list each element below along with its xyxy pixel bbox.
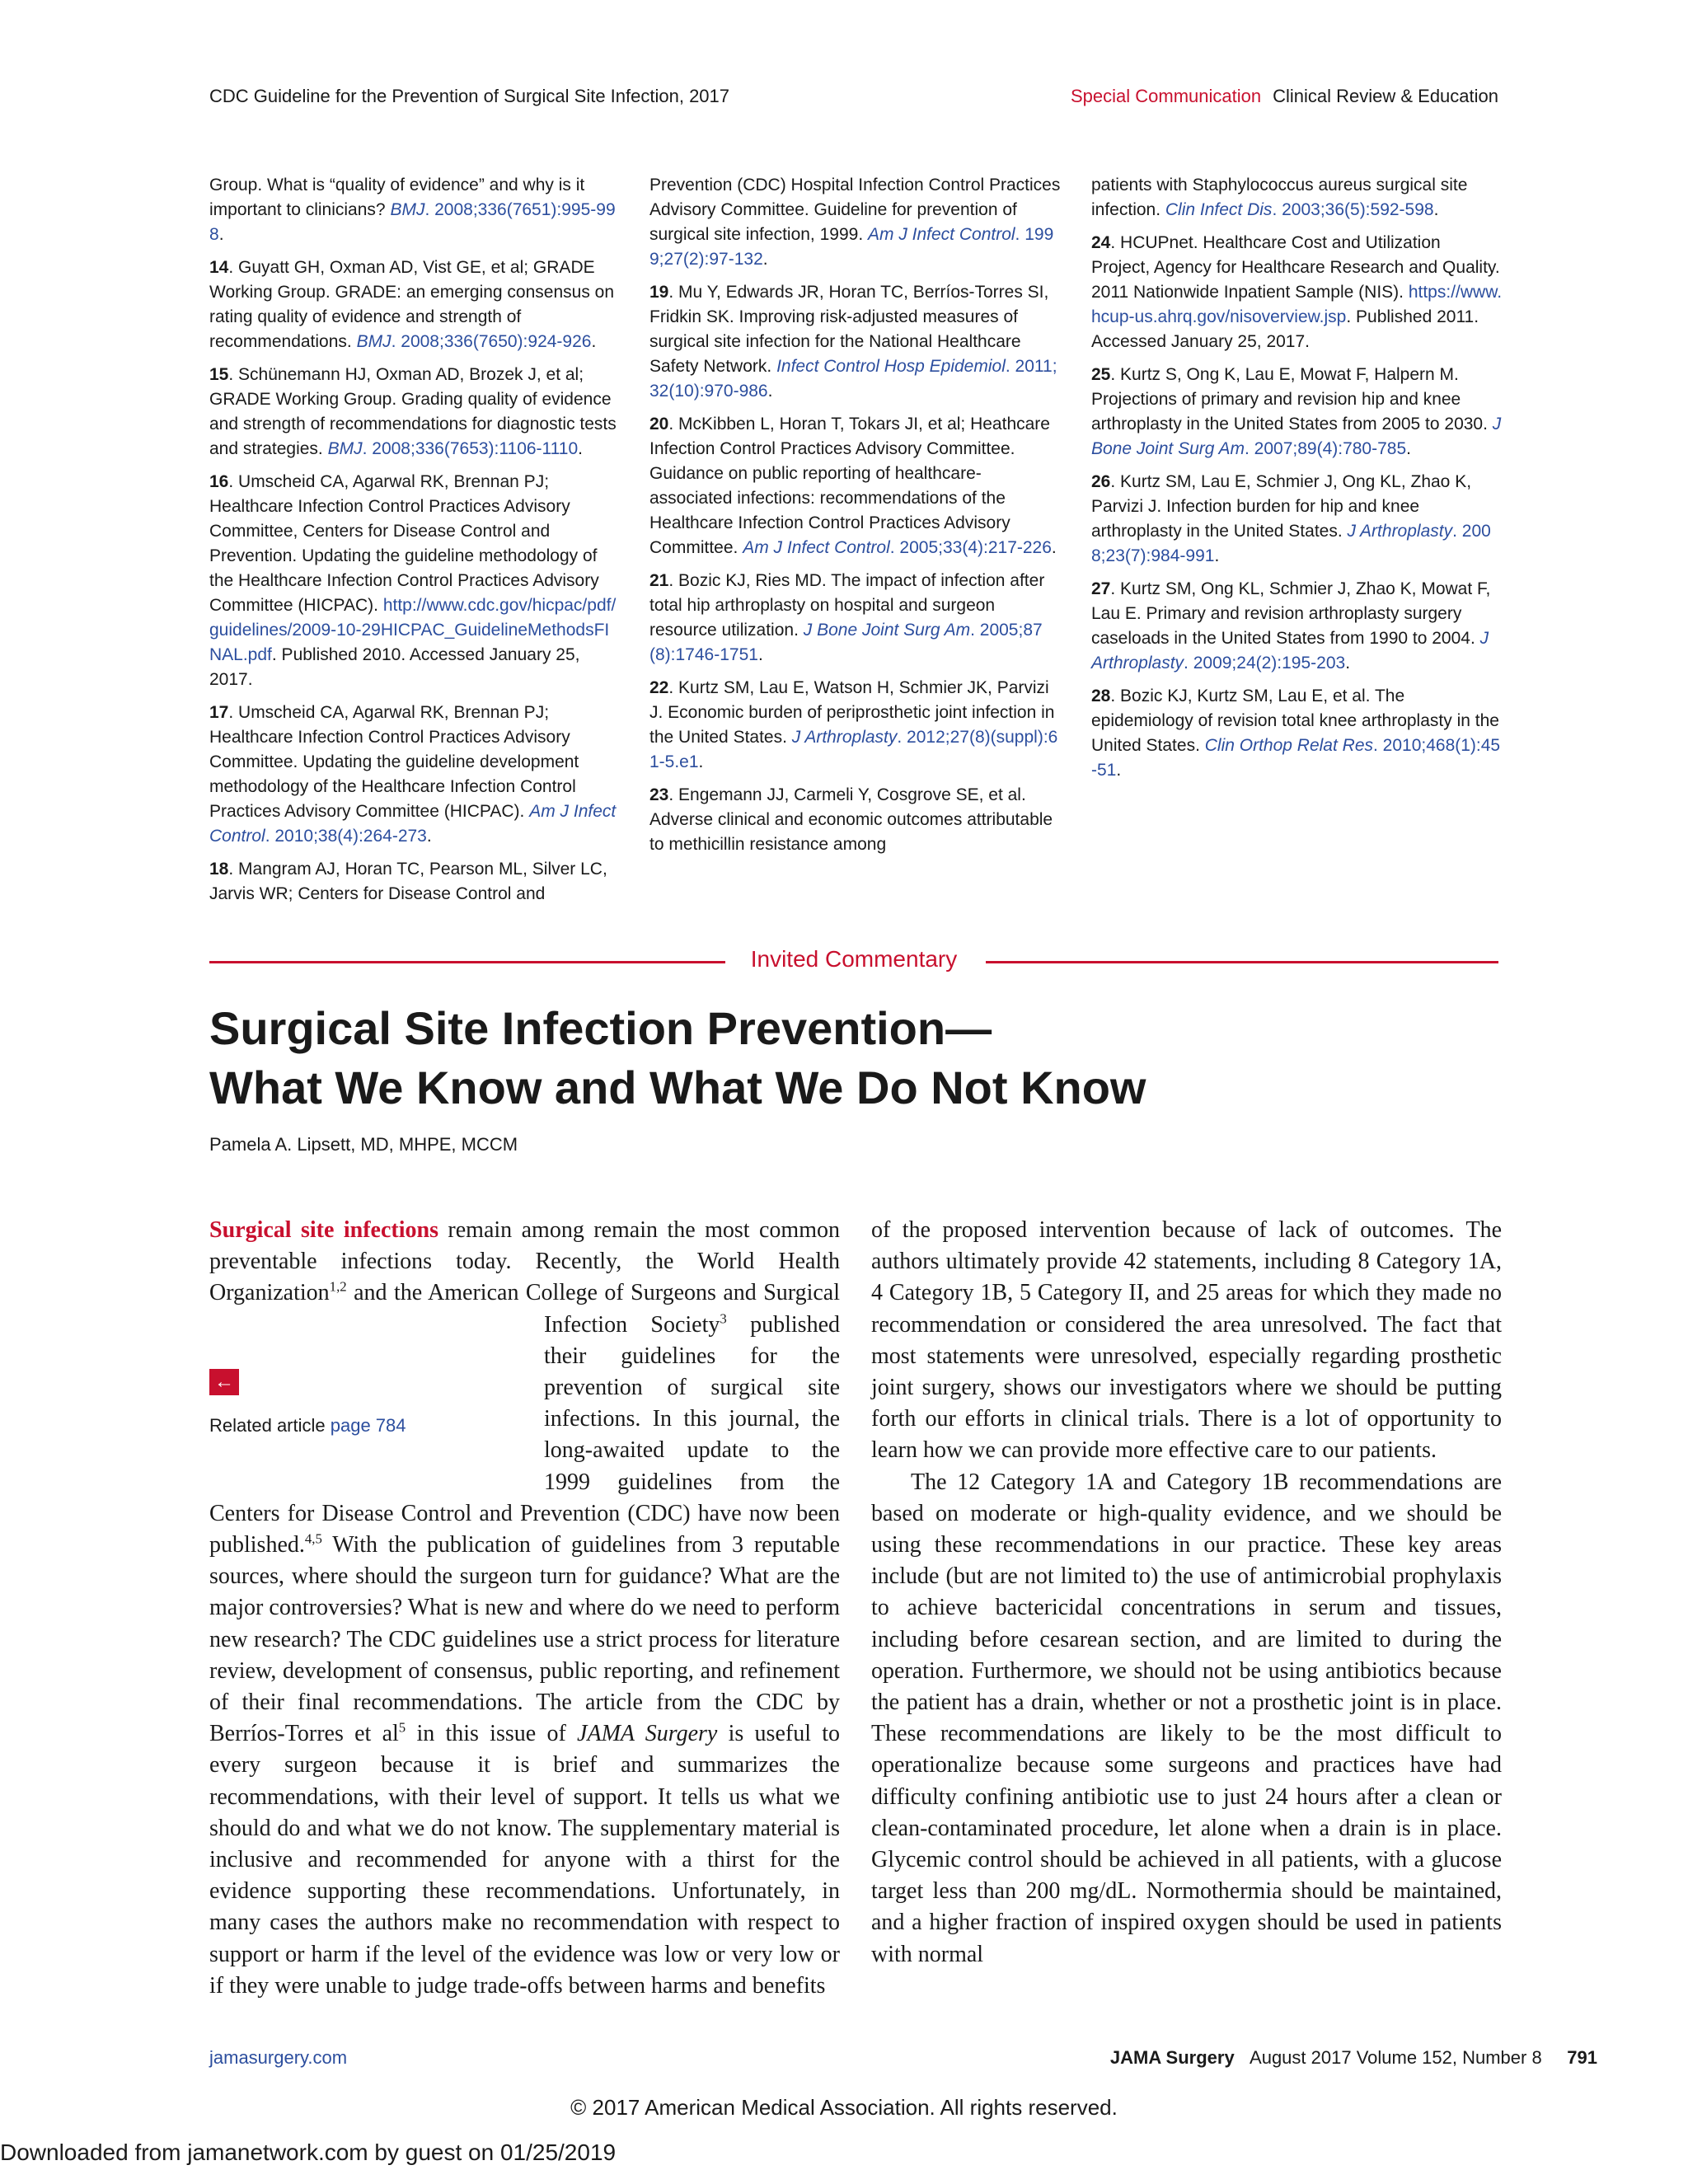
body-text: and the American College of Surgeons and Surgical Infection Society <box>346 1280 840 1338</box>
title-line-1: Surgical Site Infection Prevention— <box>209 1002 992 1054</box>
reference-item <box>209 857 621 907</box>
related-label: Related article <box>209 1414 331 1436</box>
reference-number: 23 <box>649 785 669 804</box>
reference-journal: Am J Infect Control <box>209 802 617 846</box>
paragraph: The 12 Category 1A and Category 1B recommendations are based on moderate or high-quality evidence, and we should be using these recommendations in our practice. These key areas include (but are not limited to) the use of antimicrobial prophylaxis to achieve bactericidal concentrations in serum and tissues, including before cesarean section, and are limited to during the operation. Furthermore, we should not be using antibiotics because the patient has a drain, whether or not a prosthetic joint is in place. These recommendations are likely to be the most difficult to operationalize because some surgeons and practices have had difficulty confining antibiotic use to just 24 hours after a clean or clean-contaminated procedure, let alone when a drain is in place. Glycemic control should be achieved in all patients, with a glucose target less than 200 mg/dL. Normothermia should be maintained, and a higher fraction of inspired oxygen should be used in patients with normal <box>871 1469 1502 1967</box>
reference-item <box>1091 231 1503 354</box>
reference-link[interactable] <box>743 538 1052 557</box>
reference-item <box>209 255 621 354</box>
reference-number: 19 <box>649 283 669 302</box>
reference-citation: http://www.cdc.gov/hicpac/pdf/guidelines/2009-10-29HICPAC_GuidelineMethodsFINAL.pdf <box>209 596 617 664</box>
reference-number: 16 <box>209 472 229 491</box>
journal-section: Clinical Review & Education <box>1273 86 1498 106</box>
lead-in: Surgical site infections <box>209 1217 438 1243</box>
reference-text: . Umscheid CA, Agarwal RK, Brennan PJ; Healthcare Infection Control Practices Advisory Committee, Centers for Disease Control and Prevention. Updating the guideline methodology of the Healthcare Infection Control Practices Advisory Committee (HICPAC). <box>209 472 599 615</box>
reference-tail: . <box>762 250 768 269</box>
reference-item <box>649 173 1062 272</box>
page-footer <box>209 2047 1597 2077</box>
reference-journal: BMJ <box>356 332 392 351</box>
title-line-2: What We Know and What We Do Not Know <box>209 1062 1146 1113</box>
body-text: With the publication of guidelines from 3 reputable sources, where should the surgeon turn for guidance? What are the major controversies? What is new and where do we need to perform new research? The CDC guidelines use a strict process for literature review, development of consensus, public reporting, and refinement of their final recommendations. The article from the CDC by Berríos-Torres et al <box>209 1532 840 1747</box>
journal-title: JAMA Surgery <box>1109 2047 1235 2068</box>
reference-item <box>1091 577 1503 676</box>
reference-tail: . <box>1051 538 1057 557</box>
reference-text: . Bozic KJ, Kurtz SM, Lau E, et al. The epidemiology of revision total knee arthroplasty in the United States. <box>1091 687 1499 755</box>
reference-journal: J Arthroplasty <box>1347 522 1453 541</box>
running-header <box>209 86 1498 119</box>
reference-tail: . <box>1345 654 1351 673</box>
reference-citation: . 2008;336(7651):995-998 <box>209 200 616 244</box>
reference-text: . McKibben L, Horan T, Tokars JI, et al; Heathcare Infection Control Practices Advisory Committee. Guidance on public reporting of healthcare-associated infections: recommendations of the Healthcare Infection Control Practices Advisory Committee. <box>649 415 1050 557</box>
reference-citation: . 2007;89(4):780-785 <box>1245 439 1407 458</box>
reference-text: Group. What is “quality of evidence” and why is it important to clinicians? <box>209 176 585 219</box>
page-number: 791 <box>1567 2047 1597 2068</box>
section-heading <box>1071 86 1498 107</box>
reference-citation: . 2005;87(8):1746-1751 <box>649 621 1043 664</box>
reference-citation: https://www.hcup-us.ahrq.gov/nisoverview.jsp <box>1091 283 1503 326</box>
reference-number: 14 <box>209 258 229 277</box>
author-byline: Pamela A. Lipsett, MD, MHPE, MCCM <box>209 1134 518 1155</box>
body-text: in this issue of <box>406 1721 578 1747</box>
running-title: CDC Guideline for the Prevention of Surgical Site Infection, 2017 <box>209 86 730 106</box>
reference-column-1 <box>209 173 621 915</box>
reference-tail: . <box>757 645 763 664</box>
citation[interactable]: 1,2 <box>329 1279 347 1296</box>
reference-text: . Mangram AJ, Horan TC, Pearson ML, Silver LC, Jarvis WR; Centers for Disease Control and <box>209 860 607 903</box>
reference-journal: BMJ <box>327 439 363 458</box>
reference-number: 21 <box>649 571 669 590</box>
reference-number: 27 <box>1091 579 1111 598</box>
reference-citation: . 2008;336(7653):1106-1110 <box>362 439 579 458</box>
reference-link[interactable] <box>357 332 592 351</box>
reference-citation: . 2008;336(7650):924-926 <box>391 332 592 351</box>
reference-journal: Am J Infect Control <box>743 538 890 557</box>
reference-journal: J Bone Joint Surg Am <box>803 621 971 640</box>
reference-item <box>209 173 621 247</box>
reference-number: 24 <box>1091 233 1111 252</box>
reference-number: 28 <box>1091 687 1111 705</box>
article-type: Special Communication <box>1070 86 1262 106</box>
citation[interactable]: 3 <box>720 1310 727 1327</box>
paragraph <box>209 1215 840 2002</box>
related-article-box <box>206 1341 536 1474</box>
body-column-2 <box>871 1215 1502 1971</box>
reference-tail: . <box>426 827 432 846</box>
reference-number: 22 <box>649 678 669 697</box>
reference-column-2 <box>649 173 1062 865</box>
reference-tail: . <box>1433 200 1439 219</box>
related-article-link[interactable]: page 784 <box>330 1414 406 1436</box>
body-text: is useful to every surgeon because it is brief and summarizes the recommendations, with their level of support. It tells us what we should do and what we do not know. The supplementary material is inclusive and recommended for anyone with a thirst for the evidence supporting these recommendations. Unfortunately, in many cases the authors make no recommendation with respect to support or harm if the level of the evidence was low or very low or if they were unable to judge trade-offs between harms and benefits <box>209 1721 841 1999</box>
reference-item <box>649 676 1062 775</box>
reference-journal: BMJ <box>390 200 425 219</box>
reference-citation: . 2008;23(7):984-991 <box>1091 522 1491 565</box>
reference-tail: . <box>591 332 597 351</box>
reference-item <box>1091 363 1503 462</box>
journal-issue <box>1110 2047 1597 2069</box>
reference-journal: Clin Orthop Relat Res <box>1204 736 1373 755</box>
section-label: Invited Commentary <box>750 946 958 972</box>
reference-item <box>649 412 1062 560</box>
issue-info: August 2017 Volume 152, Number 8 <box>1250 2047 1542 2068</box>
reference-text: . Kurtz SM, Lau E, Schmier J, Ong KL, Zhao K, Parvizi J. Infection burden for hip and knee arthroplasty in the United States. <box>1091 472 1472 541</box>
reference-item <box>1091 173 1503 223</box>
reference-item <box>209 470 621 692</box>
reference-text: . Mu Y, Edwards JR, Horan TC, Berríos-Torres SI, Fridkin SK. Improving risk-adjusted measures of surgical site infection for the National Healthcare Safety Network. <box>649 283 1049 376</box>
paragraph: of the proposed intervention because of lack of outcomes. The authors ultimately provide 42 statements, including 8 Category 1A, 4 Category 1B, 5 Category II, and 25 areas for which they made no recommendation or considered the area unresolved. The fact that most statements were unresolved, especially regarding prosthetic joint surgery, shows our investigators where we should be putting forth our efforts in clinical trials. There is a lot of opportunity to learn how we can provide more effective care to our patients. <box>871 1217 1502 1464</box>
reference-text: . Schünemann HJ, Oxman AD, Brozek J, et al; GRADE Working Group. Grading quality of evidence and strength of recommendations for diagnostic tests and strategies. <box>209 365 617 458</box>
reference-citation: . 2009;24(2):195-203 <box>1184 654 1346 673</box>
citation[interactable]: 4,5 <box>304 1530 322 1547</box>
reference-item <box>649 783 1062 857</box>
copyright-notice: © 2017 American Medical Association. All rights reserved. <box>570 2095 1118 2120</box>
reference-citation: . 2012;27(8)(suppl):61-5.e1 <box>649 728 1058 771</box>
reference-text: . Kurtz S, Ong K, Lau E, Mowat F, Halpern M. Projections of primary and revision hip and knee arthroplasty in the United States from 2005 to 2030. <box>1091 365 1493 434</box>
reference-citation: . 2011;32(10):970-986 <box>649 357 1057 401</box>
reference-text: patients with Staphylococcus aureus surgical site infection. <box>1091 176 1468 219</box>
body-column-1 <box>209 1215 840 2002</box>
reference-citation: . 1999;27(2):97-132 <box>649 225 1054 269</box>
reference-tail: . <box>1116 761 1122 780</box>
reference-link[interactable] <box>1165 200 1434 219</box>
reference-link[interactable] <box>328 439 579 458</box>
reference-item <box>209 701 621 849</box>
reference-journal: J Arthroplasty <box>791 728 898 747</box>
journal-website-link[interactable]: jamasurgery.com <box>209 2047 348 2068</box>
reference-text: . Guyatt GH, Oxman AD, Vist GE, et al; GRADE Working Group. GRADE: an emerging consensus on rating quality of evidence and strength of recommendations. <box>209 258 615 351</box>
reference-tail: . <box>698 752 704 771</box>
reference-tail: . <box>767 382 773 401</box>
reference-text: . Umscheid CA, Agarwal RK, Brennan PJ; Healthcare Infection Control Practices Advisory Committee. Updating the guideline development methodology of the Healthcare Infection Control Practices Advisory Committee (HICPAC). <box>209 703 579 821</box>
reference-tail: . <box>1214 546 1220 565</box>
citation[interactable]: 5 <box>398 1719 406 1736</box>
reference-citation: . 2010;38(4):264-273 <box>265 827 427 846</box>
reference-tail: . Published 2011. Accessed January 25, 2017. <box>1091 307 1479 351</box>
reference-journal: J Bone Joint Surg Am <box>1091 415 1502 458</box>
reference-number: 15 <box>209 365 229 384</box>
section-divider <box>209 946 1498 976</box>
reference-number: 26 <box>1091 472 1111 491</box>
reference-item <box>1091 684 1503 783</box>
reference-item <box>649 280 1062 404</box>
reference-number: 18 <box>209 860 229 879</box>
reference-journal: Infect Control Hosp Epidemiol <box>776 357 1006 376</box>
reference-number: 25 <box>1091 365 1111 384</box>
reference-tail: . <box>1406 439 1411 458</box>
reference-item <box>649 569 1062 668</box>
reference-column-3 <box>1091 173 1503 791</box>
download-notice: Downloaded from jamanetwork.com by guest on 01/25/2019 <box>0 2139 617 2165</box>
reference-journal: Clin Infect Dis <box>1165 200 1273 219</box>
reference-text: . HCUPnet. Healthcare Cost and Utilization Project, Agency for Healthcare Research and Quality. 2011 Nationwide Inpatient Sample (NIS). <box>1091 233 1500 302</box>
reference-journal: J Arthroplasty <box>1091 629 1489 673</box>
reference-tail: . Published 2010. Accessed January 25, 2017. <box>209 645 580 689</box>
reference-citation: . 2003;36(5):592-598 <box>1272 200 1434 219</box>
reference-text: Prevention (CDC) Hospital Infection Control Practices Advisory Committee. Guideline for prevention of surgical site infection, 1999. <box>649 176 1061 244</box>
reference-citation: . 2010;468(1):45-51 <box>1091 736 1501 780</box>
body-text: published their guidelines for the prevention of surgical site infections. In this journal, the long-awaited update to the 1999 guidelines from the Centers for Disease Control and Prevention (CDC) have now been published. <box>209 1311 840 1558</box>
reference-text: . Bozic KJ, Ries MD. The impact of infection after total hip arthroplasty on hospital and surgeon resource utilization. <box>649 571 1045 640</box>
reference-journal: Am J Infect Control <box>867 225 1015 244</box>
reference-item <box>1091 470 1503 569</box>
article-title <box>209 999 1363 1118</box>
reference-text: . Kurtz SM, Lau E, Watson H, Schmier JK, Parvizi J. Economic burden of periprosthetic joint infection in the United States. <box>649 678 1055 747</box>
reference-list <box>209 173 1503 915</box>
reference-tail: . <box>218 225 224 244</box>
reference-number: 20 <box>649 415 669 434</box>
reference-text: . Kurtz SM, Ong KL, Schmier J, Zhao K, Mowat F, Lau E. Primary and revision arthroplasty surgery caseloads in the United States from 1990 to 2004. <box>1091 579 1491 648</box>
reference-citation: . 2005;33(4):217-226 <box>889 538 1052 557</box>
reference-tail: . <box>578 439 583 458</box>
reference-number: 17 <box>209 703 229 722</box>
arrow-left-icon[interactable]: ← <box>209 1369 239 1395</box>
reference-item <box>209 363 621 462</box>
reference-text: . Engemann JJ, Carmeli Y, Cosgrove SE, et al. Adverse clinical and economic outcomes attributable to methicillin resistance among <box>649 785 1053 854</box>
body-text: remain among remain the most common preventable infections today. Recently, the World Health Organization <box>209 1217 840 1306</box>
related-article <box>209 1410 406 1441</box>
journal-name: JAMA Surgery <box>577 1721 718 1747</box>
